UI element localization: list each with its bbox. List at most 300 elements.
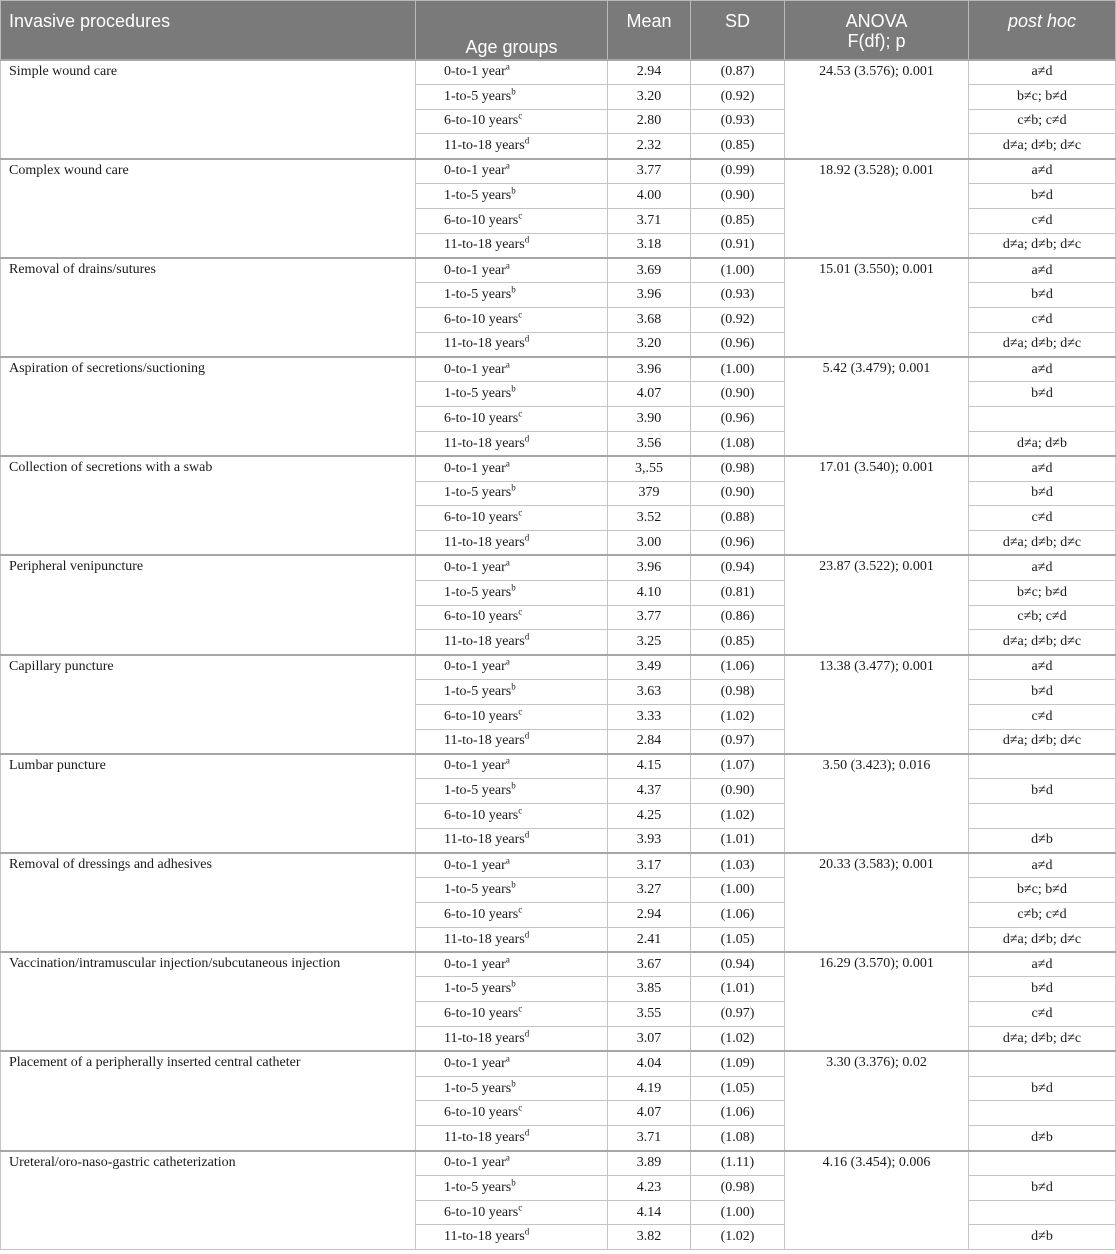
age-group-cell [416, 1101, 608, 1126]
age-group-cell [416, 283, 608, 308]
age-group-cell [416, 506, 608, 531]
age-group-label: 6-to-10 years [444, 609, 519, 625]
table-row [1, 754, 1116, 779]
table-row [1, 60, 1116, 85]
age-group-superscript: d [524, 1226, 530, 1237]
mean-value: 4.04 [608, 1051, 691, 1076]
table-row [1, 258, 1116, 283]
age-group-superscript: a [505, 656, 510, 667]
age-group-cell [416, 233, 608, 258]
anova-value: 23.87 (3.522); 0.001 [785, 555, 969, 654]
age-group-cell [416, 977, 608, 1002]
sd-value: (1.08) [691, 431, 785, 456]
age-group-superscript: d [524, 532, 530, 543]
anova-value: 17.01 (3.540); 0.001 [785, 456, 969, 555]
post-hoc-value: c≠b; c≠d [969, 605, 1116, 630]
mean-value: 3.69 [608, 258, 691, 283]
mean-value: 3.71 [608, 208, 691, 233]
sd-value: (0.88) [691, 506, 785, 531]
age-group-label: 1-to-5 years [444, 1179, 512, 1195]
age-group-superscript: c [518, 210, 523, 221]
procedure-name: Placement of a peripherally inserted central catheter [1, 1051, 416, 1150]
age-group-label: 1-to-5 years [444, 485, 512, 501]
table-row [1, 1051, 1116, 1076]
anova-value: 15.01 (3.550); 0.001 [785, 258, 969, 357]
age-group-superscript: b [511, 86, 516, 97]
age-group-label: 11-to-18 years [444, 138, 525, 154]
post-hoc-value: b≠d [969, 779, 1116, 804]
age-group-superscript: a [505, 259, 510, 270]
header-procedure: Invasive procedures [1, 1, 416, 60]
age-group-superscript: b [511, 681, 516, 692]
procedure-name: Removal of dressings and adhesives [1, 853, 416, 952]
age-group-superscript: d [524, 928, 530, 939]
mean-value: 3.90 [608, 407, 691, 432]
mean-value: 3,.55 [608, 456, 691, 481]
post-hoc-value: b≠c; b≠d [969, 580, 1116, 605]
age-group-cell [416, 605, 608, 630]
age-group-cell [416, 1225, 608, 1250]
sd-value: (0.93) [691, 109, 785, 134]
sd-value: (0.98) [691, 1175, 785, 1200]
sd-value: (1.06) [691, 903, 785, 928]
age-group-label: 11-to-18 years [444, 1229, 525, 1245]
age-group-superscript: b [511, 879, 516, 890]
sd-value: (1.05) [691, 1076, 785, 1101]
age-group-label: 0-to-1 year [444, 361, 506, 377]
table-row [1, 853, 1116, 878]
sd-value: (0.86) [691, 605, 785, 630]
age-group-superscript: b [511, 581, 516, 592]
age-group-cell [416, 159, 608, 184]
mean-value: 3.96 [608, 555, 691, 580]
post-hoc-value: d≠a; d≠b; d≠c [969, 332, 1116, 357]
post-hoc-value: b≠c; b≠d [969, 84, 1116, 109]
age-group-cell [416, 407, 608, 432]
age-group-label: 6-to-10 years [444, 212, 519, 228]
table-row [1, 159, 1116, 184]
mean-value: 3.96 [608, 283, 691, 308]
mean-value: 4.07 [608, 382, 691, 407]
mean-value: 4.23 [608, 1175, 691, 1200]
age-group-label: 11-to-18 years [444, 931, 525, 947]
sd-value: (0.96) [691, 332, 785, 357]
age-group-cell [416, 754, 608, 779]
post-hoc-value: d≠a; d≠b; d≠c [969, 729, 1116, 754]
age-group-cell [416, 903, 608, 928]
sd-value: (1.01) [691, 977, 785, 1002]
age-group-label: 11-to-18 years [444, 832, 525, 848]
mean-value: 3.82 [608, 1225, 691, 1250]
sd-value: (0.90) [691, 481, 785, 506]
age-group-label: 11-to-18 years [444, 733, 525, 749]
age-group-superscript: b [511, 185, 516, 196]
mean-value: 3.85 [608, 977, 691, 1002]
age-group-superscript: c [518, 1102, 523, 1113]
mean-value: 3.93 [608, 828, 691, 853]
age-group-label: 0-to-1 year [444, 1056, 506, 1072]
age-group-cell [416, 1051, 608, 1076]
header-row [1, 1, 1116, 60]
age-group-cell [416, 952, 608, 977]
sd-value: (1.02) [691, 1027, 785, 1052]
age-group-cell [416, 1151, 608, 1176]
sd-value: (1.00) [691, 357, 785, 382]
age-group-cell [416, 208, 608, 233]
procedure-name: Collection of secretions with a swab [1, 456, 416, 555]
mean-value: 3.89 [608, 1151, 691, 1176]
age-group-cell [416, 779, 608, 804]
sd-value: (0.92) [691, 84, 785, 109]
procedure-name: Vaccination/intramuscular injection/subcutaneous injection [1, 952, 416, 1051]
age-group-label: 1-to-5 years [444, 584, 512, 600]
table-row [1, 1151, 1116, 1176]
header-anova-line2: F(df); p [847, 31, 906, 51]
age-group-cell [416, 555, 608, 580]
age-group-label: 1-to-5 years [444, 683, 512, 699]
age-group-cell [416, 481, 608, 506]
anova-value: 3.50 (3.423); 0.016 [785, 754, 969, 853]
age-group-superscript: a [505, 61, 510, 72]
sd-value: (1.00) [691, 878, 785, 903]
age-group-cell [416, 803, 608, 828]
post-hoc-value: a≠d [969, 853, 1116, 878]
mean-value: 3.96 [608, 357, 691, 382]
mean-value: 2.32 [608, 134, 691, 159]
age-group-cell [416, 1076, 608, 1101]
sd-value: (1.05) [691, 927, 785, 952]
post-hoc-value [969, 1101, 1116, 1126]
header-age-groups: Age groups [416, 1, 608, 60]
age-group-superscript: a [505, 755, 510, 766]
age-group-label: 0-to-1 year [444, 956, 506, 972]
post-hoc-value: a≠d [969, 555, 1116, 580]
post-hoc-value: d≠a; d≠b; d≠c [969, 927, 1116, 952]
post-hoc-value: a≠d [969, 655, 1116, 680]
age-group-superscript: c [518, 1003, 523, 1014]
post-hoc-value: b≠d [969, 1076, 1116, 1101]
age-group-label: 6-to-10 years [444, 311, 519, 327]
post-hoc-value: d≠a; d≠b; d≠c [969, 1027, 1116, 1052]
age-group-superscript: a [505, 1152, 510, 1163]
post-hoc-value: b≠d [969, 977, 1116, 1002]
post-hoc-value: d≠a; d≠b; d≠c [969, 134, 1116, 159]
sd-value: (1.06) [691, 1101, 785, 1126]
post-hoc-value [969, 803, 1116, 828]
post-hoc-value: b≠d [969, 283, 1116, 308]
age-group-superscript: a [505, 954, 510, 965]
mean-value: 3.20 [608, 332, 691, 357]
sd-value: (1.00) [691, 1200, 785, 1225]
age-group-label: 6-to-10 years [444, 1006, 519, 1022]
sd-value: (0.98) [691, 679, 785, 704]
age-group-cell [416, 853, 608, 878]
table-row [1, 357, 1116, 382]
table-body [1, 60, 1116, 1250]
age-group-cell [416, 258, 608, 283]
age-group-label: 6-to-10 years [444, 1204, 519, 1220]
sd-value: (0.90) [691, 382, 785, 407]
post-hoc-value: a≠d [969, 258, 1116, 283]
age-group-cell [416, 332, 608, 357]
age-group-superscript: a [505, 557, 510, 568]
age-group-cell [416, 357, 608, 382]
mean-value: 4.14 [608, 1200, 691, 1225]
age-group-cell [416, 679, 608, 704]
mean-value: 3.25 [608, 630, 691, 655]
age-group-cell [416, 531, 608, 556]
age-group-label: 11-to-18 years [444, 435, 525, 451]
post-hoc-value: a≠d [969, 357, 1116, 382]
post-hoc-value: b≠d [969, 1175, 1116, 1200]
sd-value: (0.85) [691, 630, 785, 655]
post-hoc-value: c≠d [969, 704, 1116, 729]
sd-value: (0.96) [691, 531, 785, 556]
post-hoc-value: c≠b; c≠d [969, 903, 1116, 928]
age-group-cell [416, 456, 608, 481]
sd-value: (0.92) [691, 307, 785, 332]
age-group-superscript: c [518, 705, 523, 716]
sd-value: (1.02) [691, 704, 785, 729]
anova-value: 18.92 (3.528); 0.001 [785, 159, 969, 258]
mean-value: 3.63 [608, 679, 691, 704]
age-group-label: 0-to-1 year [444, 1155, 506, 1171]
age-group-superscript: d [524, 432, 530, 443]
age-group-label: 1-to-5 years [444, 187, 512, 203]
sd-value: (0.93) [691, 283, 785, 308]
age-group-label: 0-to-1 year [444, 857, 506, 873]
age-group-label: 0-to-1 year [444, 163, 506, 179]
age-group-label: 1-to-5 years [444, 386, 512, 402]
age-group-label: 6-to-10 years [444, 510, 519, 526]
age-group-superscript: b [511, 1077, 516, 1088]
age-group-label: 1-to-5 years [444, 783, 512, 798]
age-group-label: 1-to-5 years [444, 287, 512, 303]
age-group-superscript: a [505, 160, 510, 171]
age-group-label: 6-to-10 years [444, 113, 519, 129]
age-group-label: 1-to-5 years [444, 981, 512, 997]
procedure-name: Removal of drains/sutures [1, 258, 416, 357]
mean-value: 2.94 [608, 903, 691, 928]
age-group-cell [416, 729, 608, 754]
age-group-cell [416, 927, 608, 952]
age-group-label: 0-to-1 year [444, 758, 506, 774]
mean-value: 3.77 [608, 159, 691, 184]
post-hoc-value [969, 1151, 1116, 1176]
age-group-label: 0-to-1 year [444, 659, 506, 675]
post-hoc-value: a≠d [969, 159, 1116, 184]
mean-value: 3.33 [608, 704, 691, 729]
age-group-cell [416, 1126, 608, 1151]
mean-value: 3.00 [608, 531, 691, 556]
age-group-cell [416, 878, 608, 903]
post-hoc-value: b≠d [969, 481, 1116, 506]
age-group-cell [416, 307, 608, 332]
post-hoc-value: c≠b; c≠d [969, 109, 1116, 134]
post-hoc-value: b≠c; b≠d [969, 878, 1116, 903]
mean-value: 2.84 [608, 729, 691, 754]
age-group-label: 0-to-1 year [444, 64, 506, 80]
post-hoc-value [969, 1200, 1116, 1225]
mean-value: 2.94 [608, 60, 691, 85]
age-group-superscript: d [524, 631, 530, 642]
anova-value: 24.53 (3.576); 0.001 [785, 60, 969, 159]
age-group-label: 11-to-18 years [444, 336, 525, 352]
age-group-cell [416, 60, 608, 85]
sd-value: (0.90) [691, 779, 785, 804]
mean-value: 4.15 [608, 754, 691, 779]
post-hoc-value: d≠b [969, 1126, 1116, 1151]
age-group-cell [416, 580, 608, 605]
mean-value: 3.67 [608, 952, 691, 977]
mean-value: 4.37 [608, 779, 691, 804]
mean-value: 4.25 [608, 803, 691, 828]
age-group-cell [416, 382, 608, 407]
post-hoc-value: b≠d [969, 183, 1116, 208]
age-group-label: 1-to-5 years [444, 1080, 512, 1096]
age-group-superscript: b [511, 1177, 516, 1188]
header-sd: SD [691, 1, 785, 60]
procedure-name: Simple wound care [1, 60, 416, 159]
age-group-superscript: c [518, 1201, 523, 1212]
age-group-superscript: c [518, 507, 523, 518]
age-group-superscript: b [511, 383, 516, 394]
mean-value: 3.20 [608, 84, 691, 109]
table-row [1, 555, 1116, 580]
table-row [1, 952, 1116, 977]
mean-value: 3.52 [608, 506, 691, 531]
age-group-superscript: d [524, 1127, 530, 1138]
sd-value: (1.08) [691, 1126, 785, 1151]
mean-value: 3.56 [608, 431, 691, 456]
anova-value: 16.29 (3.570); 0.001 [785, 952, 969, 1051]
sd-value: (1.02) [691, 803, 785, 828]
mean-value: 2.80 [608, 109, 691, 134]
procedure-name: Ureteral/oro-naso-gastric catheterization [1, 1151, 416, 1250]
anova-value: 4.16 (3.454); 0.006 [785, 1151, 969, 1250]
mean-value: 4.00 [608, 183, 691, 208]
mean-value: 2.41 [608, 927, 691, 952]
post-hoc-value: c≠d [969, 307, 1116, 332]
post-hoc-value [969, 1051, 1116, 1076]
mean-value: 4.19 [608, 1076, 691, 1101]
age-group-label: 6-to-10 years [444, 906, 519, 922]
age-group-superscript: a [505, 458, 510, 469]
mean-value: 3.18 [608, 233, 691, 258]
age-group-superscript: d [524, 234, 530, 245]
anova-value: 3.30 (3.376); 0.02 [785, 1051, 969, 1150]
age-group-cell [416, 183, 608, 208]
post-hoc-value: d≠a; d≠b [969, 431, 1116, 456]
age-group-superscript: d [524, 1028, 530, 1039]
post-hoc-value: b≠d [969, 679, 1116, 704]
age-group-cell [416, 630, 608, 655]
age-group-label: 6-to-10 years [444, 411, 519, 427]
age-group-superscript: c [518, 110, 523, 121]
age-group-label: 11-to-18 years [444, 237, 525, 253]
post-hoc-value: d≠a; d≠b; d≠c [969, 630, 1116, 655]
post-hoc-value [969, 407, 1116, 432]
procedure-name: Capillary puncture [1, 655, 416, 754]
age-group-superscript: a [505, 1053, 510, 1064]
sd-value: (0.94) [691, 555, 785, 580]
sd-value: (1.06) [691, 655, 785, 680]
mean-value: 3.55 [608, 1002, 691, 1027]
age-group-label: 11-to-18 years [444, 1030, 525, 1046]
age-group-label: 6-to-10 years [444, 1105, 519, 1121]
age-group-superscript: c [518, 606, 523, 617]
sd-value: (0.97) [691, 729, 785, 754]
age-group-label: 0-to-1 year [444, 460, 506, 476]
sd-value: (0.90) [691, 183, 785, 208]
post-hoc-value: c≠d [969, 208, 1116, 233]
age-group-superscript: d [524, 730, 530, 741]
age-group-label: 0-to-1 year [444, 262, 506, 278]
mean-value: 3.77 [608, 605, 691, 630]
age-group-superscript: b [511, 482, 516, 493]
sd-value: (1.09) [691, 1051, 785, 1076]
post-hoc-value: c≠d [969, 506, 1116, 531]
age-group-cell [416, 1200, 608, 1225]
post-hoc-value: a≠d [969, 60, 1116, 85]
mean-value: 3.27 [608, 878, 691, 903]
age-group-superscript: d [524, 333, 530, 344]
mean-value: 3.07 [608, 1027, 691, 1052]
sd-value: (0.81) [691, 580, 785, 605]
age-group-cell [416, 134, 608, 159]
age-group-superscript: b [511, 284, 516, 295]
header-anova-line1: ANOVA [845, 11, 908, 31]
sd-value: (0.91) [691, 233, 785, 258]
table-row [1, 655, 1116, 680]
anova-value: 20.33 (3.583); 0.001 [785, 853, 969, 952]
age-group-superscript: a [505, 359, 510, 370]
sd-value: (1.02) [691, 1225, 785, 1250]
sd-value: (0.99) [691, 159, 785, 184]
sd-value: (1.07) [691, 754, 785, 779]
post-hoc-value: d≠b [969, 828, 1116, 853]
anova-value: 13.38 (3.477); 0.001 [785, 655, 969, 754]
post-hoc-value: a≠d [969, 952, 1116, 977]
mean-value: 4.10 [608, 580, 691, 605]
procedure-name: Complex wound care [1, 159, 416, 258]
sd-value: (0.85) [691, 134, 785, 159]
age-group-cell [416, 828, 608, 853]
sd-value: (0.96) [691, 407, 785, 432]
sd-value: (1.11) [691, 1151, 785, 1176]
procedure-name: Peripheral venipuncture [1, 555, 416, 654]
age-group-label: 1-to-5 years [444, 882, 512, 898]
mean-value: 3.17 [608, 853, 691, 878]
age-group-label: 1-to-5 years [444, 88, 512, 104]
age-group-superscript: c [518, 805, 523, 816]
age-group-cell [416, 84, 608, 109]
header-mean: Mean [608, 1, 691, 60]
header-anova [785, 1, 969, 60]
mean-value: 379 [608, 481, 691, 506]
age-group-cell [416, 1175, 608, 1200]
age-group-cell [416, 431, 608, 456]
age-group-label: 0-to-1 year [444, 560, 506, 576]
post-hoc-value: a≠d [969, 456, 1116, 481]
mean-value: 3.49 [608, 655, 691, 680]
age-group-label: 11-to-18 years [444, 1129, 525, 1145]
age-group-cell [416, 655, 608, 680]
sd-value: (1.01) [691, 828, 785, 853]
sd-value: (1.03) [691, 853, 785, 878]
anova-value: 5.42 (3.479); 0.001 [785, 357, 969, 456]
age-group-label: 6-to-10 years [444, 708, 519, 724]
